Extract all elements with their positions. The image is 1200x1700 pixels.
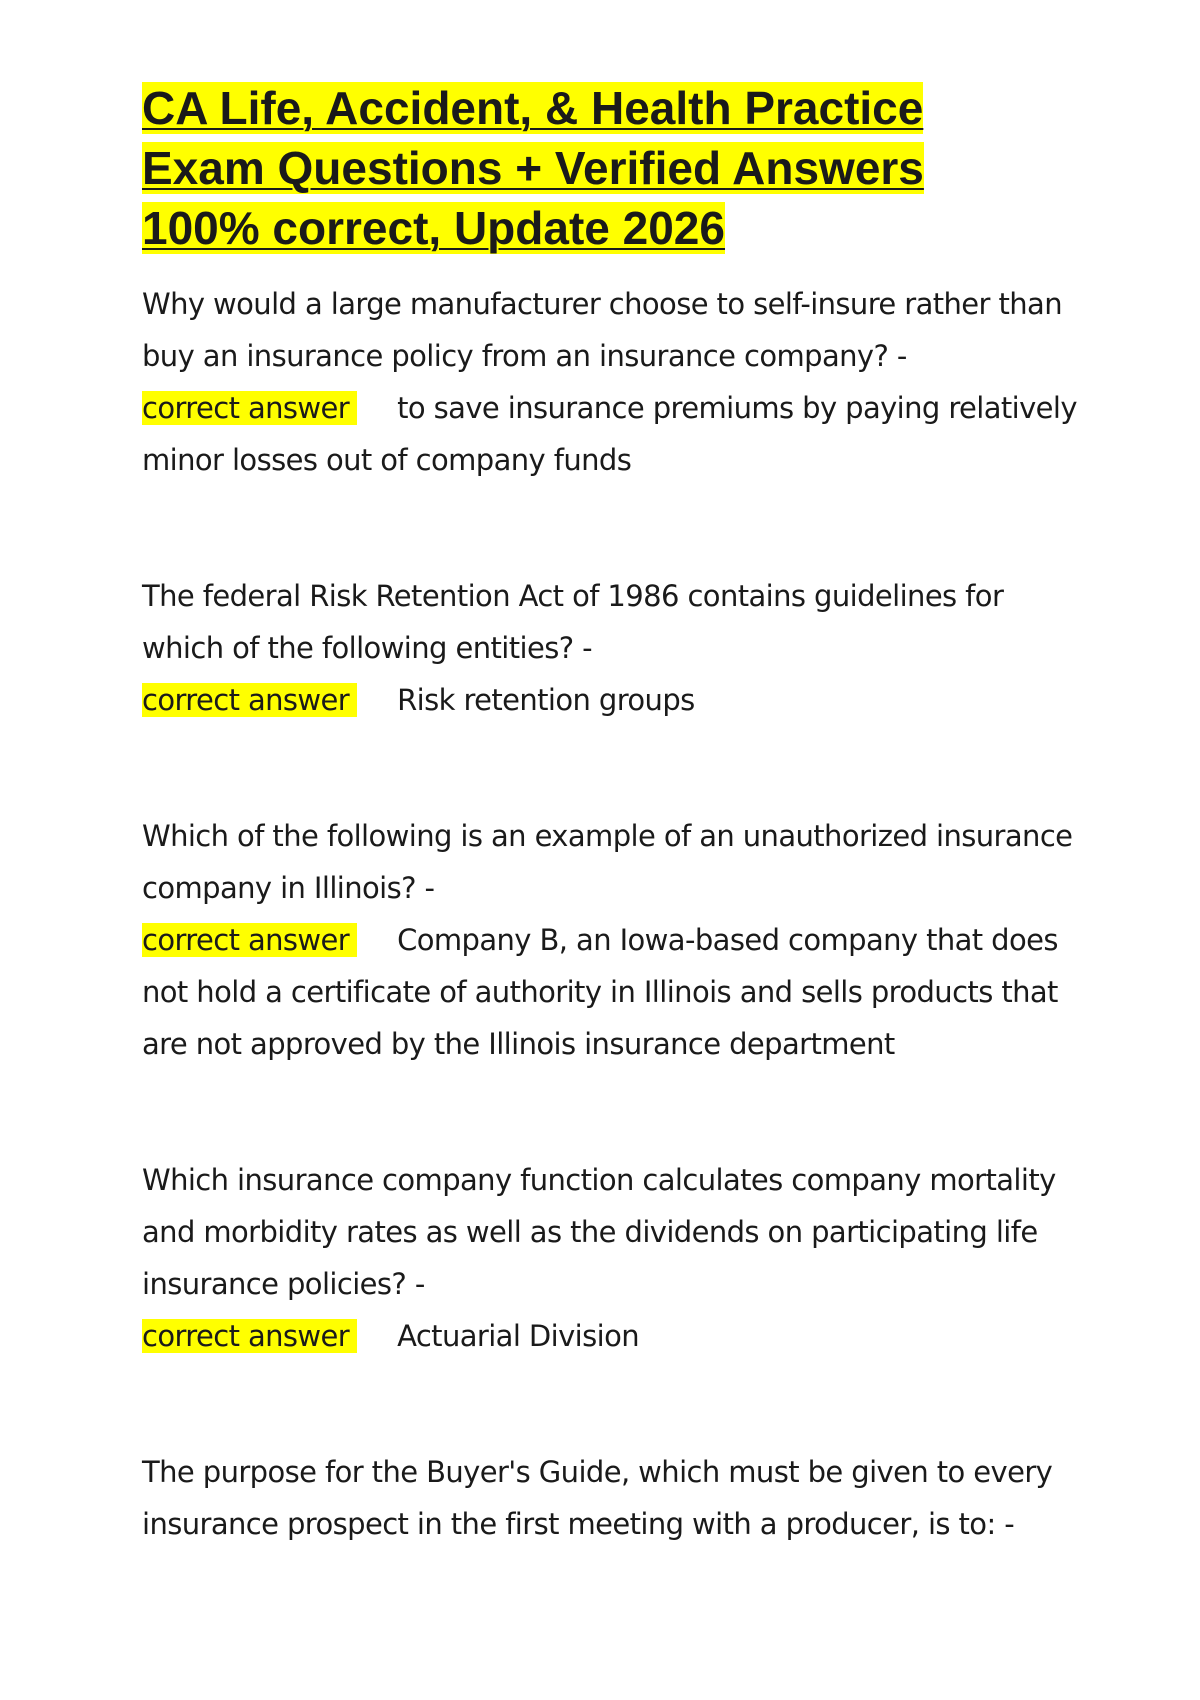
answer-line [142, 914, 1082, 1070]
question-text: Which insurance company function calculates company mortality and morbidity rates as well as the dividends on participating life insurance policies? - [142, 1163, 1056, 1301]
document-title-text: CA Life, Accident, & Health Practice Exam Questions + Verified Answers 100% correct, Update 2026 [142, 82, 924, 254]
answer-line [142, 674, 1082, 726]
question-text: Which of the following is an example of an unauthorized insurance company in Illinois? - [142, 819, 1073, 905]
document-title [142, 78, 962, 258]
qa-item-3 [142, 810, 1082, 1070]
answer-text: Actuarial Division [397, 1319, 640, 1353]
question-text: Why would a large manufacturer choose to self-insure rather than buy an insurance policy from an insurance company? - [142, 287, 1062, 373]
question-text: The federal Risk Retention Act of 1986 contains guidelines for which of the following entities? - [142, 579, 1004, 665]
answer-text: Company B, an Iowa-based company that does not hold a certificate of authority in Illinois and sells products that are not approved by the Illinois insurance department [142, 923, 1058, 1061]
qa-item-1 [142, 278, 1082, 486]
correct-answer-label: correct answer [142, 923, 357, 957]
document-page [142, 78, 1082, 1550]
question-text: The purpose for the Buyer's Guide, which must be given to every insurance prospect in the first meeting with a producer, is to: - [142, 1455, 1053, 1541]
correct-answer-label: correct answer [142, 391, 357, 425]
answer-text: to save insurance premiums by paying relatively minor losses out of company funds [142, 391, 1077, 477]
answer-text: Risk retention groups [397, 683, 695, 717]
qa-item-2 [142, 570, 1082, 726]
correct-answer-label: correct answer [142, 1319, 357, 1353]
qa-item-4 [142, 1154, 1082, 1362]
qa-item-5 [142, 1446, 1082, 1550]
correct-answer-label: correct answer [142, 683, 357, 717]
answer-line [142, 1310, 1082, 1362]
answer-line [142, 382, 1082, 486]
